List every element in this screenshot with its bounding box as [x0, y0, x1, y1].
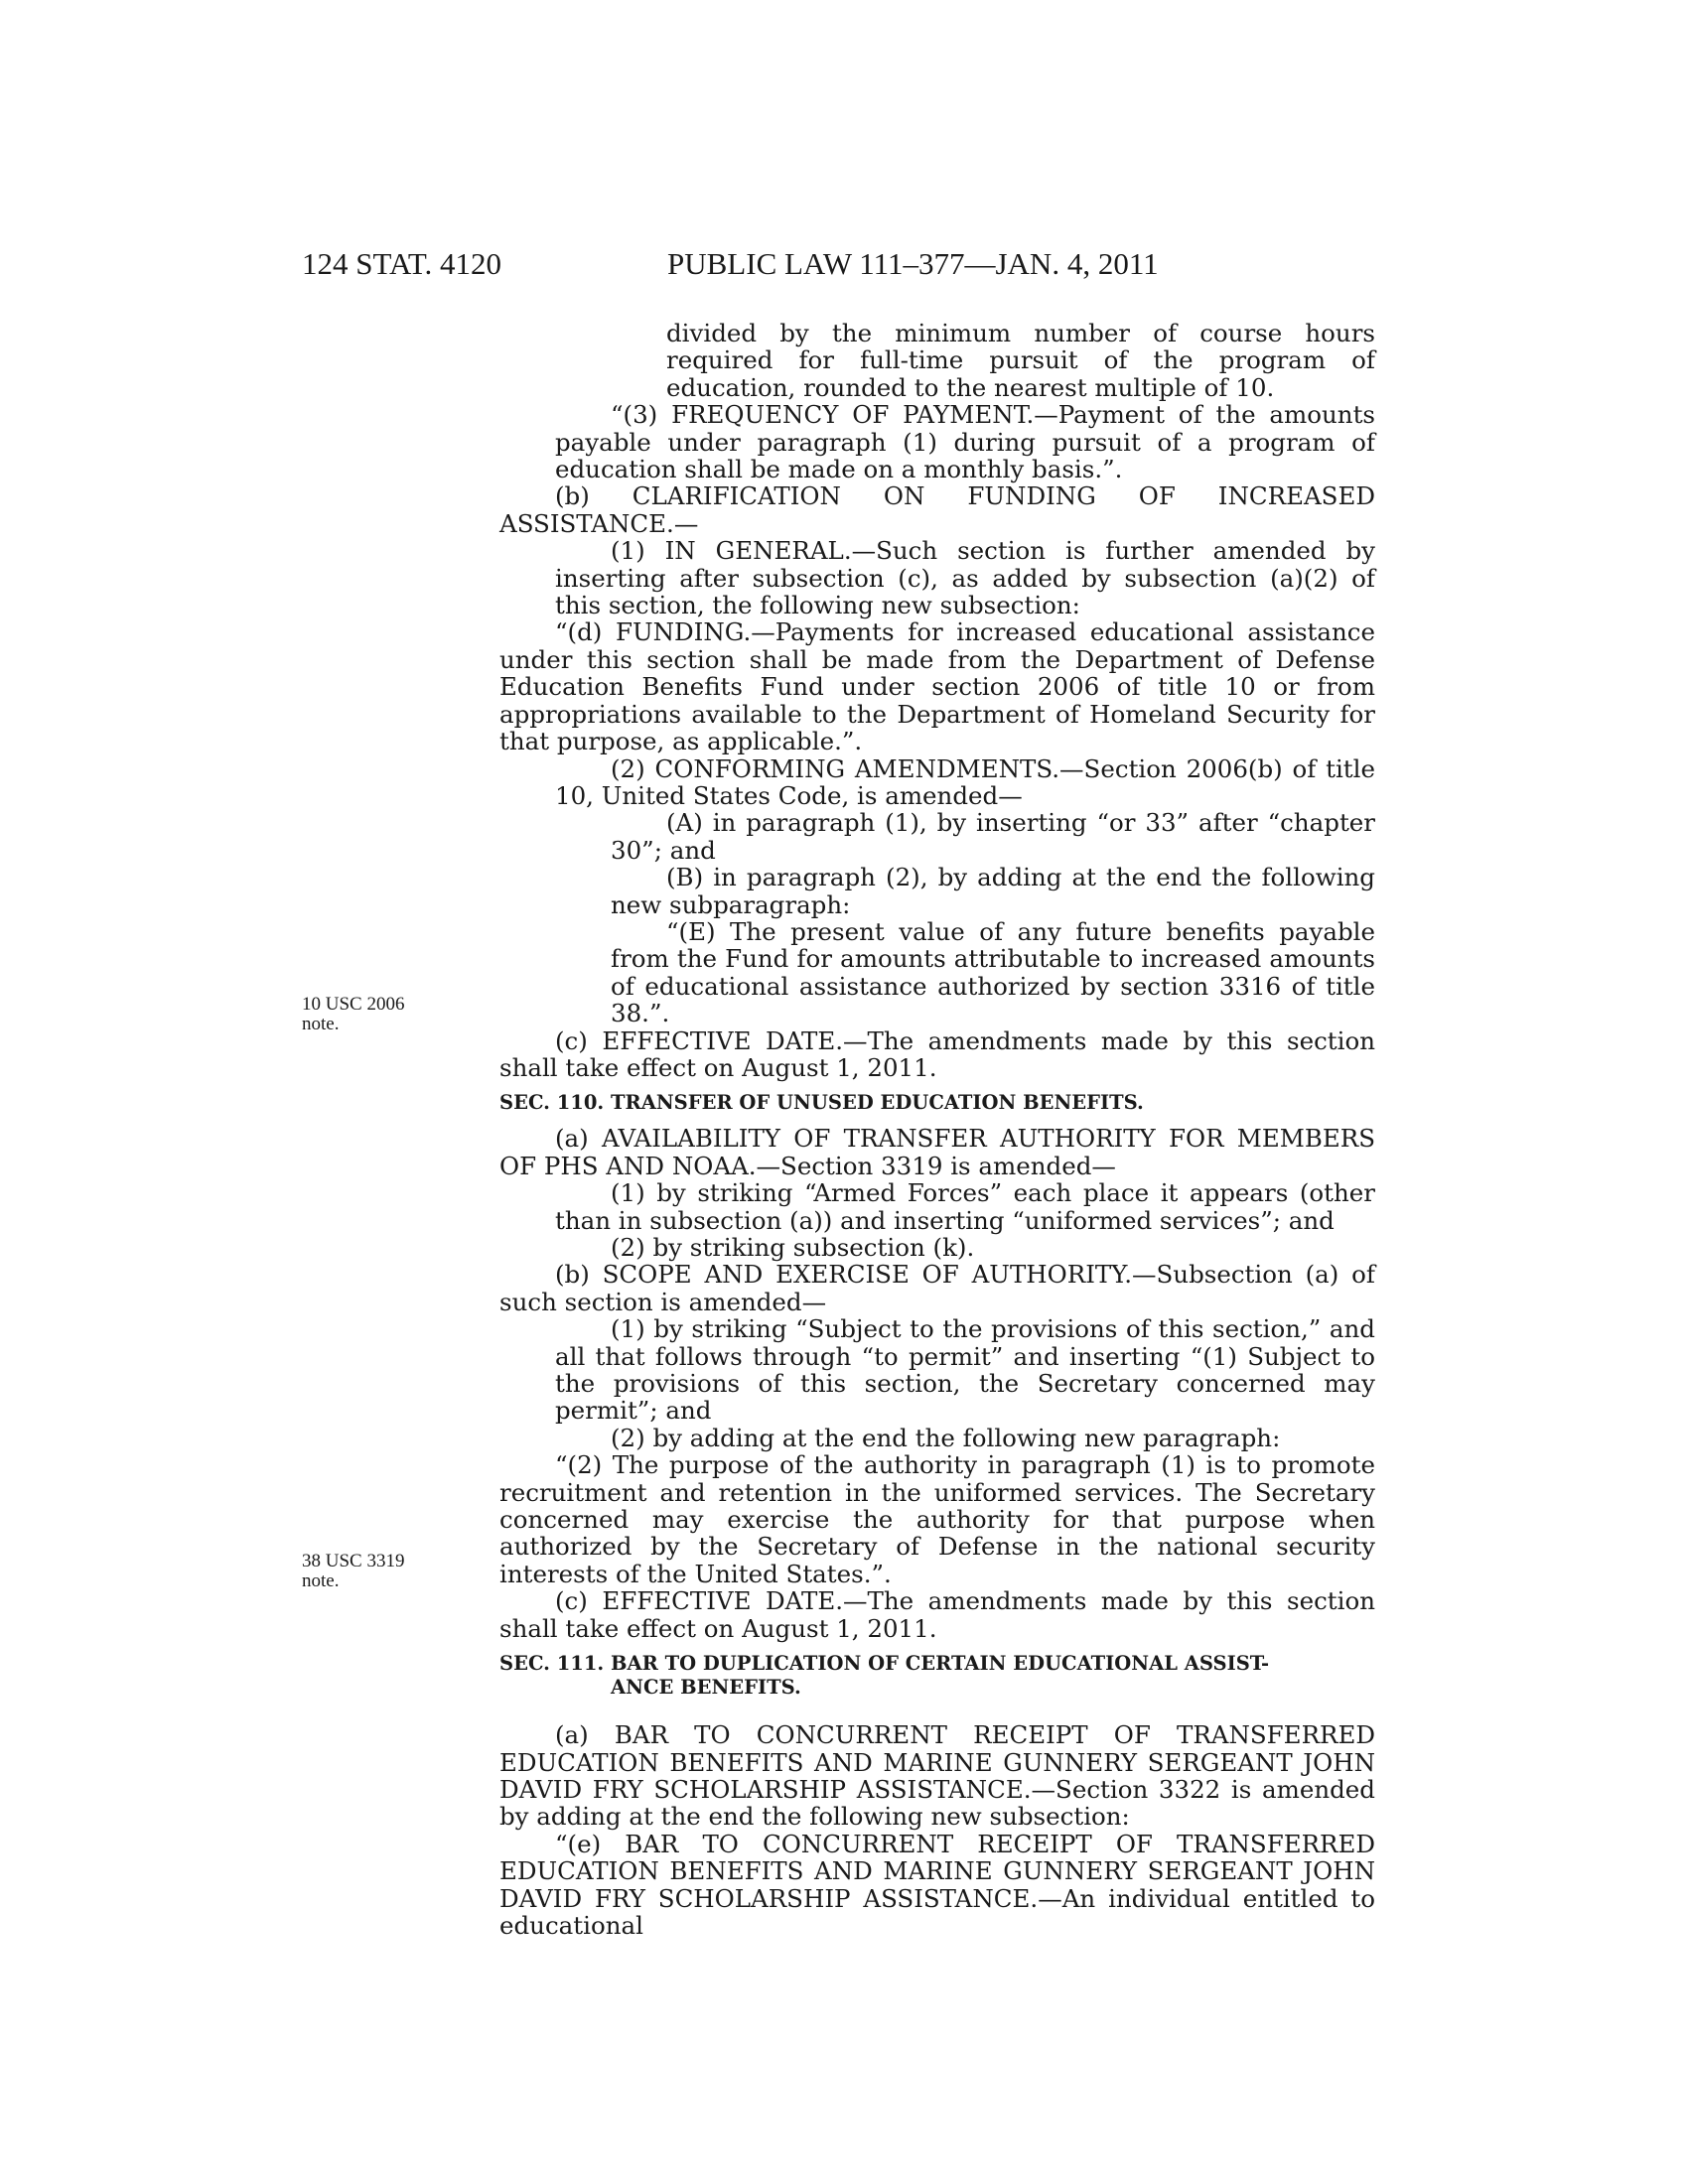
- paragraph-striking-subject-to: (1) by striking “Subject to the provisions of this section,” and all that follows through “to permit” and inserting “(1) Subject to the provisions of this section, the Secretary concerned may permit”; and: [555, 1314, 1375, 1426]
- section-heading-111-line2: ANCE BENEFITS.: [611, 1676, 801, 1700]
- paragraph-subparagraph-b: (B) in paragraph (2), by adding at the end the following new subparagraph:: [611, 863, 1375, 919]
- paragraph-effective-date-110: (c) EFFECTIVE DATE.—The amendments made by this section shall take effect on August 1, 2011.: [499, 1586, 1375, 1643]
- paragraph-transfer-authority: (a) AVAILABILITY OF TRANSFER AUTHORITY FOR MEMBERS OF PHS AND NOAA.—Section 3319 is amended—: [499, 1124, 1375, 1180]
- paragraph-clarification-funding: (b) CLARIFICATION ON FUNDING OF INCREASED ASSISTANCE.—: [499, 481, 1375, 538]
- paragraph-new-subsection-e: “(e) BAR TO CONCURRENT RECEIPT OF TRANSFERRED EDUCATION BENEFITS AND MARINE GUNNERY SERGEANT JOHN DAVID FRY SCHOLARSHIP ASSISTANCE.—An individual entitled to educational: [499, 1829, 1375, 1940]
- margin-note-line: 10 USC 2006: [302, 994, 405, 1015]
- paragraph-in-general: (1) IN GENERAL.—Such section is further amended by inserting after subsection (c), as added by subsection (a)(2) of this section, the following new subsection:: [555, 536, 1375, 620]
- paragraph-purpose-of-authority: “(2) The purpose of the authority in paragraph (1) is to promote recruitment and retention in the uniformed services. The Secretary concerned may exercise the authority for that purpose when authorized by the Secretary of Defense in the national security interests of the United States.”.: [499, 1450, 1375, 1588]
- paragraph-effective-date-109: (c) EFFECTIVE DATE.—The amendments made by this section shall take effect on August 1, 2011.: [499, 1025, 1375, 1082]
- paragraph-scope-and-exercise: (b) SCOPE AND EXERCISE OF AUTHORITY.—Subsection (a) of such section is amended—: [499, 1260, 1375, 1316]
- paragraph-conforming-amendments: (2) CONFORMING AMENDMENTS.—Section 2006(b) of title 10, United States Code, is amended—: [555, 753, 1375, 810]
- section-heading-111: [499, 1652, 1375, 1700]
- document-body: [499, 320, 1375, 1939]
- section-heading-110: SEC. 110. TRANSFER OF UNUSED EDUCATION BENEFITS.: [499, 1091, 1144, 1115]
- margin-note-38-usc-3319: [302, 1552, 404, 1591]
- paragraph-subparagraph-e: “(E) The present value of any future benefits payable from the Fund for amounts attributable to increased amounts of educational assistance authorized by section 3316 of title 38.”.: [611, 916, 1375, 1028]
- margin-note-10-usc-2006: [302, 995, 404, 1034]
- paragraph-frequency-of-payment: “(3) FREQUENCY OF PAYMENT.—Payment of the amounts payable under paragraph (1) during pursuit of a program of education shall be made on a monthly basis.”.: [555, 400, 1375, 484]
- margin-note-line: note.: [302, 1570, 340, 1591]
- paragraph-funding: “(d) FUNDING.—Payments for increased educational assistance under this section shall be made from the Department of Defense Education Benefits Fund under section 2006 of title 10 or from appropriations available to the Department of Homeland Security for that purpose, as applicable.”.: [499, 617, 1375, 756]
- paragraph-striking-armed-forces: (1) by striking “Armed Forces” each place it appears (other than in subsection (a)) and inserting “uniformed services”; and: [555, 1178, 1375, 1235]
- statute-page-number: 124 STAT. 4120: [302, 246, 502, 281]
- paragraph-striking-subsection-k: (2) by striking subsection (k).: [611, 1233, 975, 1262]
- section-heading-111-line1: SEC. 111. BAR TO DUPLICATION OF CERTAIN EDUCATIONAL ASSIST-: [499, 1652, 1270, 1676]
- paragraph-course-hours: divided by the minimum number of course hours required for full-time pursuit of the program of education, rounded to the nearest multiple of 10.: [666, 319, 1375, 402]
- paragraph-adding-new-paragraph: (2) by adding at the end the following new paragraph:: [611, 1423, 1281, 1452]
- margin-note-line: 38 USC 3319: [302, 1551, 405, 1571]
- public-law-header: PUBLIC LAW 111–377—JAN. 4, 2011: [667, 246, 1159, 281]
- margin-note-line: note.: [302, 1014, 340, 1034]
- paragraph-subparagraph-a: (A) in paragraph (1), by inserting “or 33” after “chapter 30”; and: [611, 808, 1375, 865]
- paragraph-bar-to-concurrent-receipt: (a) BAR TO CONCURRENT RECEIPT OF TRANSFERRED EDUCATION BENEFITS AND MARINE GUNNERY SERGEANT JOHN DAVID FRY SCHOLARSHIP ASSISTANCE.—Section 3322 is amended by adding at the end the following new subsection:: [499, 1720, 1375, 1832]
